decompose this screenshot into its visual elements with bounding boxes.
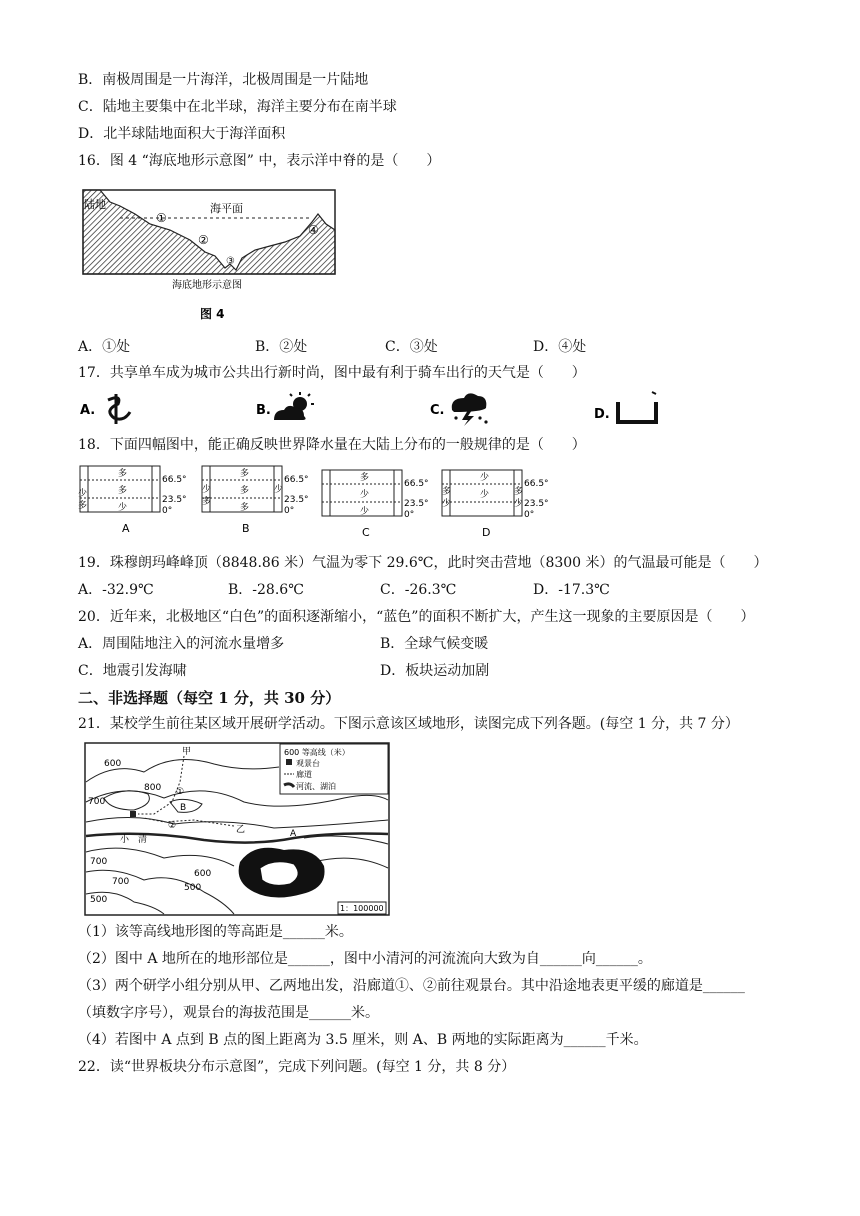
q15-option-b: B．南极周围是一片海洋，北极周围是一片陆地 (78, 72, 369, 88)
svg-text:多: 多 (202, 497, 212, 507)
svg-text:少: 少 (360, 490, 370, 500)
svg-text:23.5°: 23.5° (524, 499, 549, 509)
question-16: 16．图 4 “海底地形示意图” 中，表示洋中脊的是（ ） (78, 153, 441, 169)
svg-text:23.5°: 23.5° (284, 495, 309, 505)
svg-text:D: D (482, 526, 491, 539)
svg-text:小 清: 小 清 (120, 835, 148, 845)
svg-text:B: B (242, 522, 250, 535)
mark-1: ① (156, 211, 167, 225)
q19-option-d: D．-17.3℃ (533, 582, 610, 598)
svg-text:A: A (290, 829, 297, 839)
svg-text:600: 600 (194, 869, 212, 879)
question-19: 19．珠穆朗玛峰峰顶（8848.86 米）气温为零下 29.6℃，此时突击营地（8300 米）的气温最可能是（ ） (78, 555, 768, 571)
partly-cloudy-icon (274, 392, 314, 420)
question-18: 18．下面四幅图中，能正确反映世界降水量在大陆上分布的一般规律的是（ ） (78, 437, 586, 453)
svg-text:多: 多 (118, 469, 128, 479)
question-17: 17．共享单车成为城市公共出行新时尚，图中最有利于骑车出行的天气是（ ） (78, 365, 586, 381)
figure-title: 海底地形示意图 (172, 280, 242, 291)
mark-2: ② (198, 233, 209, 247)
viewpoint-icon (130, 811, 136, 817)
q21-part-4: （4）若图中 A 点到 B 点的图上距离为 3.5 厘米，则 A、B 两地的实际距离为______千米。 (78, 1032, 648, 1048)
svg-text:多: 多 (240, 469, 250, 479)
q21-part-3: （3）两个研学小组分别从甲、乙两地出发，沿廊道①、②前往观景台。其中沿途地表更平缓的廊道是______ (78, 978, 745, 994)
figure-4-seabed (80, 184, 340, 324)
svg-text:66.5°: 66.5° (404, 479, 429, 489)
svg-text:23.5°: 23.5° (162, 495, 187, 505)
q21-part-3-cont: （填数字序号），观景台的海拔范围是______米。 (78, 1005, 379, 1021)
map-legend (280, 744, 388, 794)
q17-label-a: A. (80, 403, 96, 418)
q16-option-c: C．③处 (385, 339, 438, 355)
svg-text:少: 少 (78, 489, 88, 499)
svg-text:多: 多 (240, 486, 250, 496)
svg-text:66.5°: 66.5° (284, 475, 309, 485)
q20-option-a: A．周围陆地注入的河流水量增多 (78, 636, 285, 652)
q17-label-c: C. (430, 403, 445, 418)
q15-option-c: C．陆地主要集中在北半球，海洋主要分布在南半球 (78, 99, 397, 115)
question-22: 22．读“世界板块分布示意图”，完成下列问题。(每空 1 分，共 8 分） (78, 1059, 516, 1075)
q16-option-d: D．④处 (533, 339, 587, 355)
q20-option-d: D．板块运动加剧 (380, 663, 490, 679)
svg-text:②: ② (168, 821, 177, 831)
svg-text:①: ① (176, 787, 185, 797)
svg-text:多: 多 (240, 503, 250, 513)
typhoon-icon (108, 394, 130, 424)
svg-text:C: C (362, 526, 370, 539)
svg-text:廊道: 廊道 (296, 770, 312, 779)
svg-text:少: 少 (480, 490, 490, 500)
svg-text:B: B (180, 803, 187, 813)
figure-caption: 图 4 (200, 307, 225, 321)
diagram-d (442, 470, 549, 539)
question-21: 21．某校学生前往某区域开展研学活动。下图示意该区域地形，读图完成下列各题。(每空 1 分，共 7 分） (78, 716, 739, 732)
q19-option-b: B．-28.6℃ (228, 582, 304, 598)
svg-text:多: 多 (442, 487, 452, 497)
mark-3: ③ (226, 256, 235, 267)
svg-text:河流、湖泊: 河流、湖泊 (296, 782, 336, 791)
svg-text:800: 800 (144, 783, 162, 793)
q17-label-d: D. (594, 407, 610, 422)
svg-text:500: 500 (90, 895, 108, 905)
svg-text:700: 700 (88, 797, 106, 807)
svg-text:0°: 0° (524, 510, 535, 520)
svg-text:66.5°: 66.5° (524, 479, 549, 489)
q17-weather-options (78, 390, 678, 426)
svg-text:0°: 0° (162, 506, 173, 516)
q21-part-1: （1）该等高线地形图的等高距是______米。 (78, 924, 353, 940)
svg-text:少: 少 (442, 499, 452, 509)
q16-option-a: A．①处 (78, 339, 131, 355)
svg-text:700: 700 (90, 857, 108, 867)
thunderstorm-icon (452, 393, 488, 426)
question-20: 20．近年来，北极地区“白色”的面积逐渐缩小，“蓝色”的面积不断扩大，产生这一现象的主要原因是（ ） (78, 609, 755, 625)
q20-option-b: B．全球气候变暖 (380, 636, 489, 652)
svg-text:少: 少 (480, 473, 490, 483)
svg-text:多: 多 (78, 501, 88, 511)
svg-text:少: 少 (360, 507, 370, 517)
svg-text:600: 600 (104, 759, 122, 769)
diagram-b (202, 466, 309, 535)
svg-text:多: 多 (360, 473, 370, 483)
svg-text:700: 700 (112, 877, 130, 887)
svg-text:23.5°: 23.5° (404, 499, 429, 509)
svg-text:乙: 乙 (236, 825, 246, 835)
diagram-a (78, 466, 187, 535)
svg-text:少: 少 (274, 485, 284, 495)
svg-text:600 等高线（米）: 600 等高线（米） (284, 748, 350, 757)
svg-text:少: 少 (202, 485, 212, 495)
mark-4: ④ (308, 223, 319, 237)
sandstorm-icon (618, 392, 656, 422)
svg-text:0°: 0° (284, 506, 295, 516)
svg-text:多: 多 (118, 486, 128, 496)
contour-map (84, 742, 390, 916)
svg-text:观景台: 观景台 (296, 759, 320, 768)
q19-option-a: A．-32.9℃ (78, 582, 154, 598)
svg-text:500: 500 (184, 883, 202, 893)
svg-text:0°: 0° (404, 510, 415, 520)
q18-precipitation-diagrams (78, 462, 568, 540)
diagram-c (322, 470, 429, 539)
svg-text:66.5°: 66.5° (162, 475, 187, 485)
svg-text:A: A (122, 522, 130, 535)
svg-text:多: 多 (514, 487, 524, 497)
svg-text:少: 少 (118, 503, 128, 513)
svg-text:少: 少 (514, 499, 524, 509)
land-label: 陆地 (84, 198, 106, 211)
q17-label-b: B. (256, 403, 271, 418)
sea-level-label: 海平面 (210, 202, 243, 215)
q21-part-2: （2）图中 A 地所在的地形部位是______，图中小清河的河流流向大致为自______向______。 (78, 951, 652, 967)
q16-option-b: B．②处 (255, 339, 308, 355)
q20-option-c: C．地震引发海啸 (78, 663, 187, 679)
q19-option-c: C．-26.3℃ (380, 582, 457, 598)
svg-text:甲: 甲 (182, 747, 192, 757)
q15-option-d: D．北半球陆地面积大于海洋面积 (78, 126, 286, 142)
section-2-heading: 二、非选择题（每空 1 分，共 30 分） (78, 689, 341, 707)
map-scale: 1：100000 (340, 904, 384, 913)
